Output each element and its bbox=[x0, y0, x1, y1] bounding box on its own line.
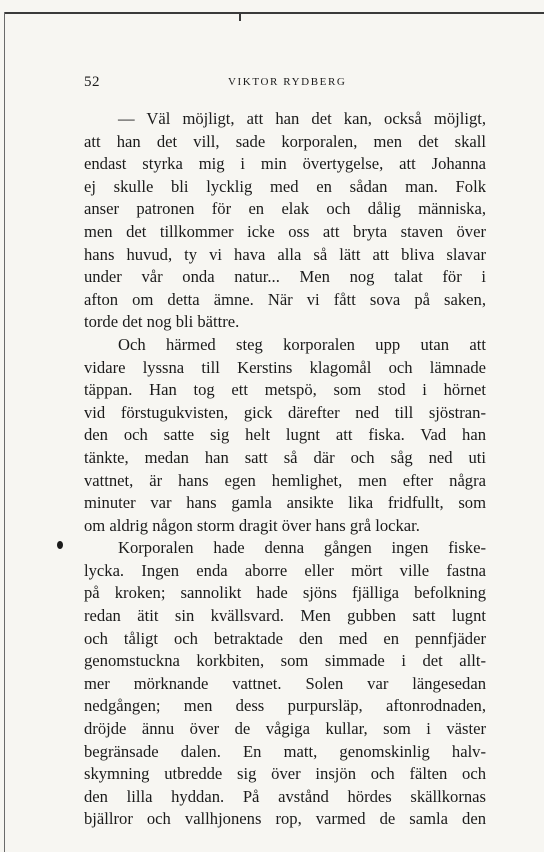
text-line: minuter var hans gamla ansikte lika fridfullt, som bbox=[84, 493, 486, 513]
text-line: den lilla hyddan. På avstånd hördes skällkornas bbox=[84, 786, 486, 806]
text-line: anser patronen för en elak och dålig människa, bbox=[84, 199, 486, 219]
text-line: vattnet, är hans egen hemlighet, men efter några bbox=[84, 470, 486, 490]
text-line: genomstuckna korkbiten, som simmade i det allt- bbox=[84, 651, 486, 671]
text-line: afton om detta ämne. När vi fått sova på saken, bbox=[84, 289, 486, 309]
text-line: — Väl möjligt, att han det kan, också möjligt, bbox=[118, 109, 486, 128]
text-line: om aldrig någon storm dragit över hans grå lockar. bbox=[84, 515, 420, 535]
text-line: den och satte sig helt lugnt att fiska. Vad han bbox=[84, 425, 486, 445]
page-top-edge bbox=[4, 12, 544, 14]
page-number: 52 bbox=[84, 74, 100, 90]
text-line: skymning utbredde sig över insjön och fälten och bbox=[84, 764, 486, 784]
body-text bbox=[84, 108, 486, 831]
text-line: hans huvud, ty vi hava alla så lätt att bliva slavar bbox=[84, 244, 486, 264]
running-head: VIKTOR RYDBERG bbox=[228, 76, 347, 88]
page-header bbox=[84, 74, 484, 90]
text-line: och tåligt och betraktade den med en pennfjäder bbox=[84, 628, 486, 648]
text-line: under vår onda natur... Men nog talat för i bbox=[84, 267, 486, 287]
text-line: på kroken; sannolikt hade sjöns fjälliga befolkning bbox=[84, 583, 486, 603]
page-left-edge bbox=[4, 12, 5, 852]
text-line: tänkte, medan han satt så där och såg ned uti bbox=[84, 447, 486, 467]
page-edge-mark bbox=[239, 13, 241, 21]
text-line: ej skulle bli lycklig med en sådan man. Folk bbox=[84, 176, 486, 196]
text-line: vidare lyssna till Kerstins klagomål och lämnade bbox=[84, 357, 486, 377]
text-line: dröjde ännu över de vågiga kullar, som i väster bbox=[84, 719, 486, 739]
text-line: begränsade dalen. En matt, genomskinlig halv- bbox=[84, 741, 486, 761]
text-line: bjällror och vallhjonens rop, varmed de samla den bbox=[84, 809, 486, 829]
text-line: nedgången; men dess purpursläp, aftonrodnaden, bbox=[84, 696, 486, 716]
text-line: lycka. Ingen enda aborre eller mört ville fastna bbox=[84, 560, 486, 580]
margin-dot-mark bbox=[57, 541, 63, 549]
text-line: att han det vill, sade korporalen, men det skall bbox=[84, 131, 486, 151]
text-line: täppan. Han tog ett metspö, som stod i hörnet bbox=[84, 380, 486, 400]
text-line: mer mörknande vattnet. Solen var längesedan bbox=[84, 673, 486, 693]
text-line: redan ätit sin kvällsvard. Men gubben satt lugnt bbox=[84, 606, 486, 626]
text-line: men det tillkommer icke oss att bryta staven över bbox=[84, 221, 486, 241]
text-line: endast styrka mig i min övertygelse, att Johanna bbox=[84, 154, 486, 174]
text-line: vid förstugukvisten, gick därefter ned till sjöstran- bbox=[84, 402, 486, 422]
text-line: Och härmed steg korporalen upp utan att bbox=[118, 334, 486, 354]
text-line: torde det nog bli bättre. bbox=[84, 312, 240, 332]
text-line: Korporalen hade denna gången ingen fiske- bbox=[118, 538, 486, 558]
